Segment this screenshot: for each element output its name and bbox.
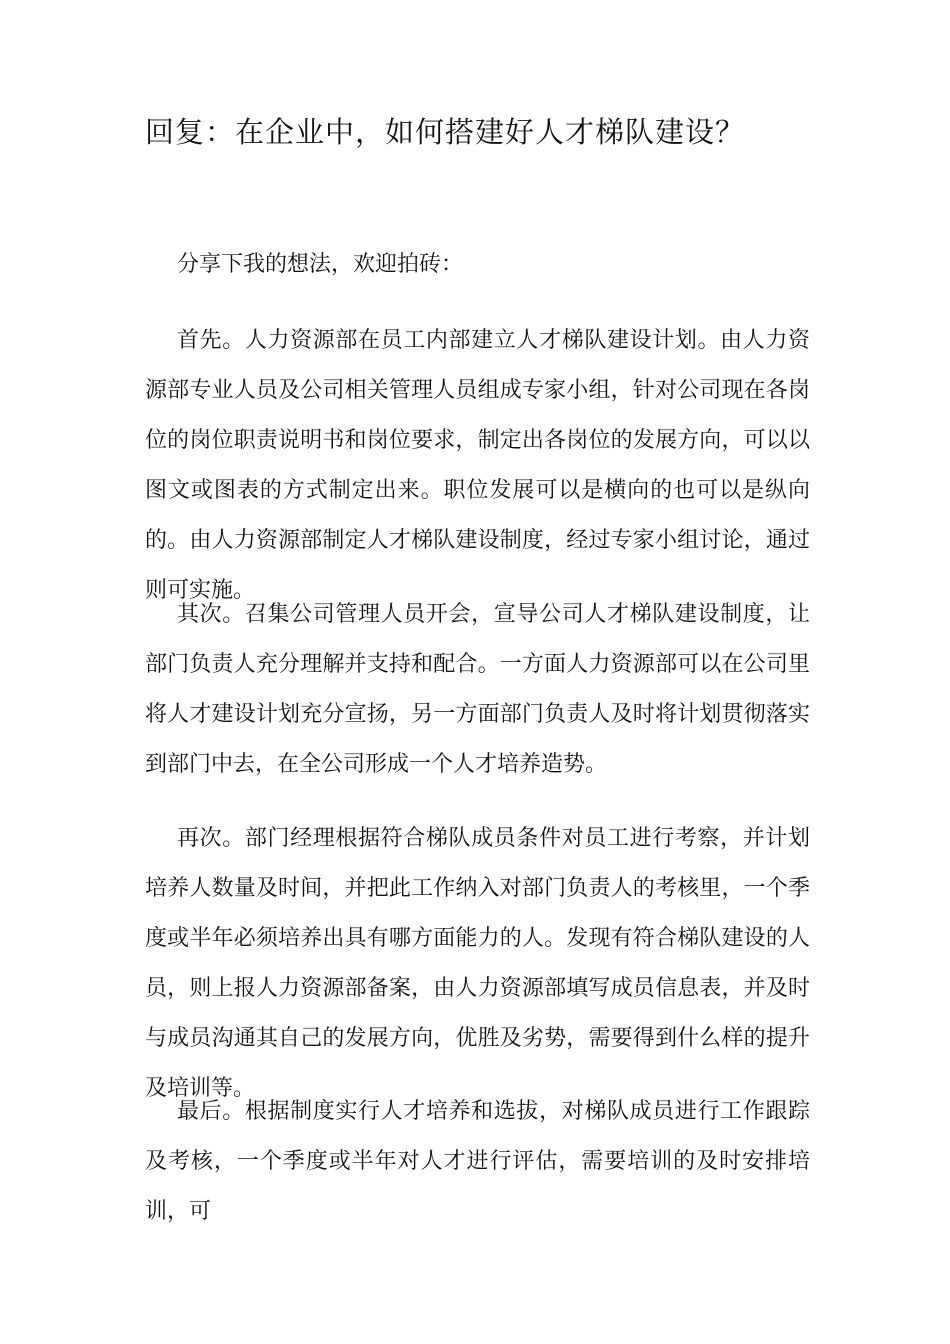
document-title: 回复：在企业中，如何搭建好人才梯队建设？	[145, 115, 746, 149]
paragraph-third: 再次。部门经理根据符合梯队成员条件对员工进行考察，并计划培养人数量及时间，并把此工作纳入对部门负责人的考核里，一个季度或半年必须培养出具有哪方面能力的人。发现有符合梯队建设的人员，则上报人力资源部备案，由人力资源部填写成员信息表，并及时与成员沟通其自己的发展方向，优胜及劣势，需要得到什么样的提升及培训等。	[145, 826, 810, 1101]
paragraph-intro: 分享下我的想法，欢迎拍砖：	[177, 252, 464, 277]
paragraph-second: 其次。召集公司管理人员开会，宣导公司人才梯队建设制度，让部门负责人充分理解并支持和配合。一方面人力资源部可以在公司里将人才建设计划充分宣扬，另一方面部门负责人及时将计划贯彻落实到部门中去，在全公司形成一个人才培养造势。	[145, 602, 810, 777]
paragraph-last: 最后。根据制度实行人才培养和选拔，对梯队成员进行工作跟踪及考核，一个季度或半年对人才进行评估，需要培训的及时安排培训，可	[145, 1099, 810, 1224]
paragraph-first: 首先。人力资源部在员工内部建立人才梯队建设计划。由人力资源部专业人员及公司相关管理人员组成专家小组，针对公司现在各岗位的岗位职责说明书和岗位要求，制定出各岗位的发展方向，可以以图文或图表的方式制定出来。职位发展可以是横向的也可以是纵向的。由人力资源部制定人才梯队建设制度，经过专家小组讨论，通过则可实施。	[145, 328, 810, 603]
